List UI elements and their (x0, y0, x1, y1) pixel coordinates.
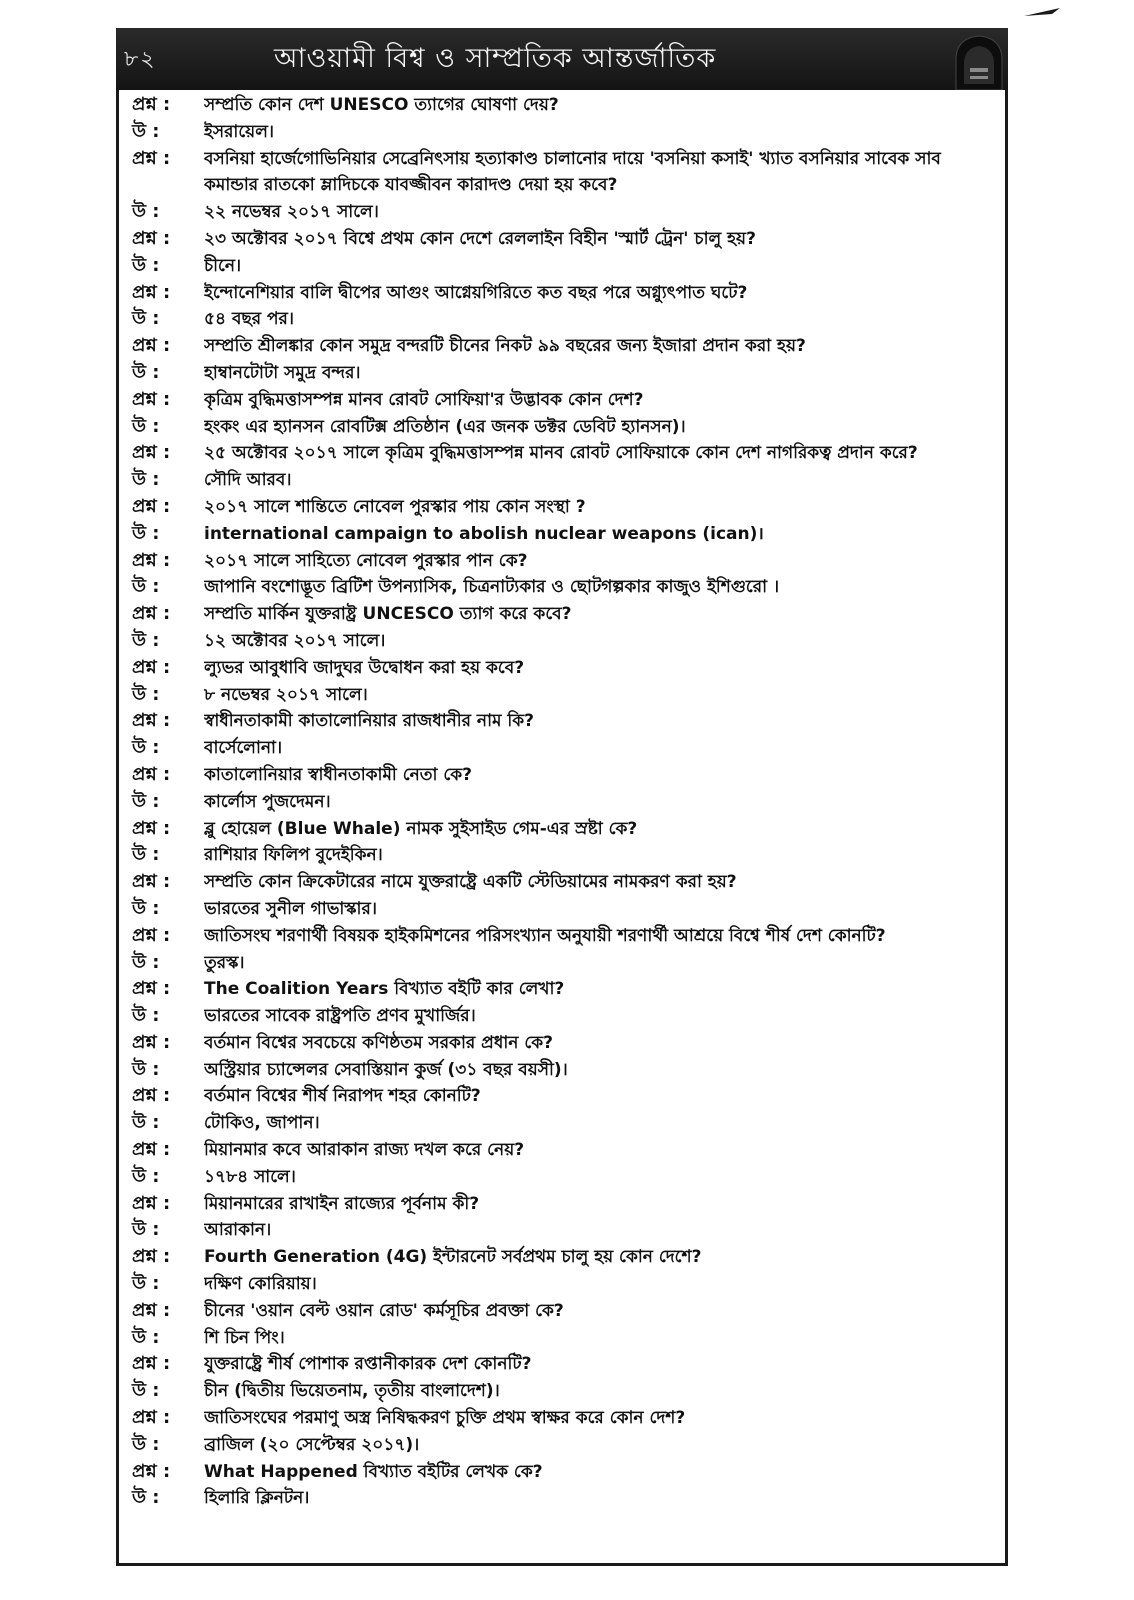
answer-text: ৮ নভেম্বর ২০১৭ সালে। (204, 684, 368, 705)
question-label: প্রশ্ন : (132, 978, 171, 1000)
answer-text: ২২ নভেম্বর ২০১৭ সালে। (204, 202, 379, 223)
answer-label: উ : (132, 790, 160, 812)
page-number: ৮২ (124, 47, 157, 72)
answer-row (132, 628, 994, 655)
question-row (132, 440, 994, 467)
question-row (132, 548, 994, 575)
question-label: প্রশ্ন : (132, 1353, 171, 1375)
question-row (132, 1351, 994, 1378)
answer-label: উ : (132, 120, 160, 142)
answer-text: ১৭৮৪ সালে। (204, 1166, 296, 1187)
question-text: ২০১৭ সালে শান্তিতে নোবেল পুরস্কার পায় কোন সংস্থা ? (204, 496, 586, 517)
answer-row (132, 1003, 994, 1030)
answer-text: শি চিন পিং। (204, 1327, 285, 1348)
answer-row (132, 682, 994, 709)
answer-label: উ : (132, 1058, 160, 1080)
answer-text: অস্ট্রিয়ার চ্যান্সেলর সেবাস্তিয়ান কুর্জ (৩১ বছর বয়সী)। (204, 1059, 568, 1080)
answer-row (132, 789, 994, 816)
question-label: প্রশ্ন : (132, 656, 171, 678)
question-row (132, 1083, 994, 1110)
question-row (132, 92, 994, 119)
question-label: প্রশ্ন : (132, 335, 171, 357)
answer-row (132, 1432, 994, 1459)
answer-label: উ : (132, 844, 160, 866)
answer-row (132, 521, 994, 548)
question-text: যুক্তরাষ্ট্রে শীর্ষ পোশাক রপ্তানীকারক দেশ কোনটি? (204, 1354, 532, 1375)
question-row (132, 923, 994, 950)
question-label: প্রশ্ন : (132, 388, 171, 410)
answer-label: উ : (132, 1380, 160, 1402)
question-label: প্রশ্ন : (132, 94, 171, 115)
question-row (132, 387, 994, 414)
answer-row (132, 253, 994, 280)
page-title: আওয়ামী বিশ্ব ও সাম্প্রতিক আন্তর্জাতিক (274, 43, 717, 74)
answer-text: চীন (দ্বিতীয় ভিয়েতনাম, তৃতীয় বাংলাদেশ)। (204, 1381, 500, 1402)
answer-row (132, 896, 994, 923)
answer-text: বার্সেলোনা। (204, 738, 283, 759)
corner-mark-icon (1022, 6, 1062, 20)
answer-label: উ : (132, 1005, 160, 1027)
question-row (132, 869, 994, 896)
question-text: What Happened বিখ্যাত বইটির লেখক কে? (204, 1461, 543, 1482)
question-row (132, 1137, 994, 1164)
question-text: সম্প্রতি কোন ক্রিকেটারের নামে যুক্তরাষ্ট্রে একটি স্টেডিয়ামের নামকরণ করা হয়? (204, 872, 737, 893)
answer-row (132, 1110, 994, 1137)
question-row (132, 816, 994, 843)
answer-label: উ : (132, 1487, 160, 1509)
question-text: চীনের 'ওয়ান বেল্ট ওয়ান রোড' কর্মসূচির প্রবক্তা কে? (204, 1300, 564, 1321)
answer-row (132, 1057, 994, 1084)
question-text: মিয়ানমারের রাখাইন রাজ্যের পূর্বনাম কী? (204, 1193, 480, 1214)
answer-label: উ : (132, 308, 160, 330)
answer-row (132, 1485, 994, 1512)
answer-text: ভারতের সাবেক রাষ্ট্রপতি প্রণব মুখার্জির। (204, 1006, 476, 1027)
answer-text: কার্লোস পুজদেমন। (204, 791, 331, 812)
question-text: মিয়ানমার কবে আরাকান রাজ্য দখল করে নেয়? (204, 1140, 525, 1161)
question-label: প্রশ্ন : (132, 763, 171, 785)
question-row (132, 1030, 994, 1057)
question-label: প্রশ্ন : (132, 147, 171, 169)
answer-label: উ : (132, 361, 160, 383)
question-label: প্রশ্ন : (132, 1139, 171, 1161)
answer-row (132, 574, 994, 601)
answer-text: হংকং এর হ্যানসন রোবটিক্স প্রতিষ্ঠান (এর জনক ডক্টর ডেবিট হ্যানসন)। (204, 416, 686, 437)
answer-label: উ : (132, 737, 160, 759)
question-text: সম্প্রতি শ্রীলঙ্কার কোন সমুদ্র বন্দরটি চীনের নিকট ৯৯ বছরের জন্য ইজারা প্রদান করা হয়? (204, 336, 806, 357)
question-text: ২০১৭ সালে সাহিত্যে নোবেল পুরস্কার পান কে? (204, 550, 528, 571)
answer-text: international campaign to abolish nuclear weapons (ican)। (204, 523, 764, 544)
question-row (132, 280, 994, 307)
answer-text: টোকিও, জাপান। (204, 1113, 320, 1134)
answer-text: তুরস্ক। (204, 952, 245, 973)
question-text: Fourth Generation (4G) ইন্টারনেট সর্বপ্রথম চালু হয় কোন দেশে? (204, 1247, 702, 1268)
question-text: জাতিসংঘের পরমাণু অস্ত্র নিষিদ্ধকরণ চুক্তি প্রথম স্বাক্ষর করে কোন দেশ? (204, 1408, 686, 1429)
answer-label: উ : (132, 522, 160, 544)
answer-row (132, 306, 994, 333)
answer-row (132, 119, 994, 146)
question-label: প্রশ্ন : (132, 1299, 171, 1321)
question-text: জাতিসংঘ শরণার্থী বিষয়ক হাইকমিশনের পরিসংখ্যান অনুযায়ী শরণার্থী আশ্রয়ে বিশ্বে শীর্ষ দেশ কোনটি? (204, 925, 886, 946)
answer-text: ১২ অক্টোবর ২০১৭ সালে। (204, 630, 386, 651)
publisher-emblem-icon (950, 34, 1008, 90)
answer-label: উ : (132, 1326, 160, 1348)
answer-row (132, 1164, 994, 1191)
question-row (132, 1459, 994, 1486)
question-label: প্রশ্ন : (132, 817, 171, 839)
page-header (116, 28, 1008, 90)
answer-row (132, 1378, 994, 1405)
answer-label: উ : (132, 254, 160, 276)
question-text: সম্প্রতি মার্কিন যুক্তরাষ্ট্র UNCESCO ত্যাগ করে কবে? (204, 604, 572, 625)
question-label: প্রশ্ন : (132, 1460, 171, 1482)
answer-text: ৫৪ বছর পর। (204, 309, 294, 330)
answer-label: উ : (132, 576, 160, 598)
question-text: কাতালোনিয়ার স্বাধীনতাকামী নেতা কে? (204, 764, 473, 785)
question-label: প্রশ্ন : (132, 549, 171, 571)
question-label: প্রশ্ন : (132, 1192, 171, 1214)
answer-row (132, 1217, 994, 1244)
question-label: প্রশ্ন : (132, 1031, 171, 1053)
answer-text: আরাকান। (204, 1220, 272, 1241)
answer-row (132, 199, 994, 226)
answer-label: উ : (132, 1273, 160, 1295)
answer-text: দক্ষিণ কোরিয়ায়। (204, 1274, 317, 1295)
question-text: ২৩ অক্টোবর ২০১৭ বিশ্বে প্রথম কোন দেশে রেললাইন বিহীন 'স্মার্ট ট্রেন' চালু হয়? (204, 228, 756, 249)
answer-text: হাম্বানটোটা সমুদ্র বন্দর। (204, 362, 361, 383)
answer-label: উ : (132, 1112, 160, 1134)
question-label: প্রশ্ন : (132, 924, 171, 946)
question-row (132, 762, 994, 789)
question-text: সম্প্রতি কোন দেশ UNESCO ত্যাগের ঘোষণা দেয়? (204, 95, 559, 115)
question-row (132, 1298, 994, 1325)
answer-label: উ : (132, 1219, 160, 1241)
answer-text: জাপানি বংশোদ্ভূত ব্রিটিশ উপন্যাসিক, চিত্রনাট্যকার ও ছোটগল্পকার কাজুও ইশিগুরো । (204, 577, 780, 598)
question-row (132, 655, 994, 682)
question-label: প্রশ্ন : (132, 710, 171, 732)
question-row (132, 1244, 994, 1271)
answer-text: চীনে। (204, 255, 242, 276)
answer-label: উ : (132, 415, 160, 437)
answer-row (132, 414, 994, 441)
answer-label: উ : (132, 1433, 160, 1455)
question-row (132, 708, 994, 735)
question-text: স্বাধীনতাকামী কাতালোনিয়ার রাজধানীর নাম কি? (204, 711, 534, 732)
answer-row (132, 1325, 994, 1352)
question-answer-list (132, 92, 994, 1512)
answer-text: রাশিয়ার ফিলিপ বুদেইকিন। (204, 845, 383, 866)
question-row (132, 494, 994, 521)
question-label: প্রশ্ন : (132, 1246, 171, 1268)
answer-text: ভারতের সুনীল গাভাস্কার। (204, 898, 377, 919)
question-label: প্রশ্ন : (132, 227, 171, 249)
answer-label: উ : (132, 683, 160, 705)
question-text: ইন্দোনেশিয়ার বালি দ্বীপের আগুং আগ্নেয়গিরিতে কত বছর পরে অগ্ন্যুৎপাত ঘটে? (204, 282, 748, 303)
question-label: প্রশ্ন : (132, 281, 171, 303)
question-row (132, 146, 994, 200)
question-text: কৃত্রিম বুদ্ধিমত্তাসম্পন্ন মানব রোবট সোফিয়া'র উদ্ভাবক কোন দেশ? (204, 389, 644, 410)
question-row (132, 1405, 994, 1432)
question-row (132, 333, 994, 360)
question-label: প্রশ্ন : (132, 1407, 171, 1429)
answer-row (132, 950, 994, 977)
answer-row (132, 467, 994, 494)
question-text: ব্লু হোয়েল (Blue Whale) নামক সুইসাইড গেম-এর স্রষ্টা কে? (204, 818, 638, 839)
question-label: প্রশ্ন : (132, 442, 171, 464)
answer-label: উ : (132, 469, 160, 491)
answer-text: হিলারি ক্লিনটন। (204, 1488, 310, 1509)
question-row (132, 601, 994, 628)
question-text: বর্তমান বিশ্বের শীর্ষ নিরাপদ শহর কোনটি? (204, 1086, 481, 1107)
answer-row (132, 1271, 994, 1298)
answer-label: উ : (132, 897, 160, 919)
question-label: প্রশ্ন : (132, 871, 171, 893)
question-text: The Coalition Years বিখ্যাত বইটি কার লেখা? (204, 979, 565, 1000)
answer-label: উ : (132, 629, 160, 651)
question-label: প্রশ্ন : (132, 603, 171, 625)
answer-label: উ : (132, 951, 160, 973)
answer-text: ব্রাজিল (২০ সেপ্টেম্বর ২০১৭)। (204, 1434, 420, 1455)
question-text: ল্যুভর আবুধাবি জাদুঘর উদ্বোধন করা হয় কবে? (204, 657, 525, 678)
question-row (132, 976, 994, 1003)
question-text: বর্তমান বিশ্বের সবচেয়ে কণিষ্ঠতম সরকার প্রধান কে? (204, 1032, 554, 1053)
question-label: প্রশ্ন : (132, 495, 171, 517)
question-label: প্রশ্ন : (132, 1085, 171, 1107)
question-text: ২৫ অক্টোবর ২০১৭ সালে কৃত্রিম বুদ্ধিমত্তাসম্পন্ন মানব রোবট সোফিয়াকে কোন দেশ নাগরিকত্ব প্রদান করে? (204, 443, 918, 464)
answer-text: ইসরায়েল। (204, 121, 274, 142)
question-row (132, 226, 994, 253)
answer-label: উ : (132, 201, 160, 223)
answer-label: উ : (132, 1165, 160, 1187)
answer-row (132, 842, 994, 869)
question-row (132, 1191, 994, 1218)
answer-text: সৌদি আরব। (204, 470, 292, 491)
question-text: বসনিয়া হার্জেগোভিনিয়ার সেব্রেনিৎসায় হত্যাকাণ্ড চালানোর দায়ে 'বসনিয়া কসাই' খ্যাত বসনিয়ার সাবেক সাব কমান্ডার রাতকো ম্লাদিচকে যাবজ্জীবন কারাদণ্ড দেয়া হয় কবে? (204, 148, 941, 196)
answer-row (132, 735, 994, 762)
answer-row (132, 360, 994, 387)
